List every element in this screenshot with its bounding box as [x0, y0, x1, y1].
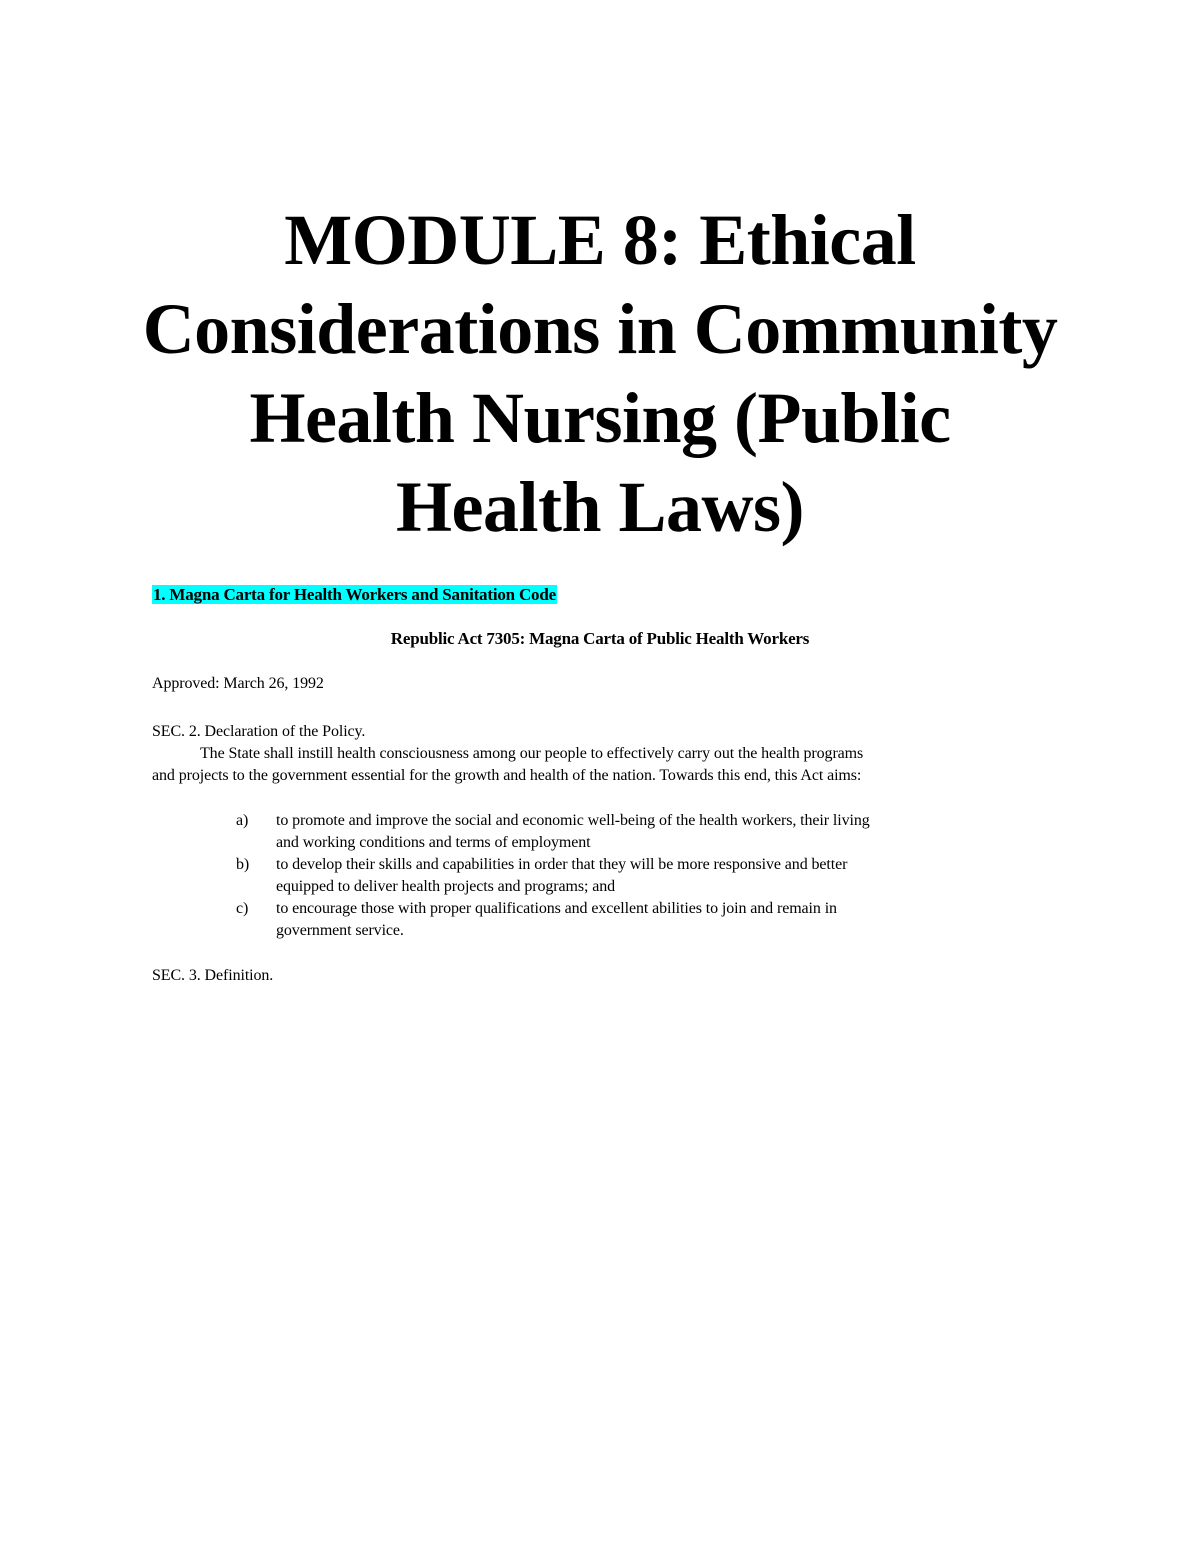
list-item-line: and working conditions and terms of employment: [276, 834, 591, 851]
list-item: [236, 898, 1036, 942]
title-line: MODULE 8: Ethical: [284, 200, 916, 280]
sec3-heading: SEC. 3. Definition.: [152, 967, 274, 984]
policy-paragraph: [152, 743, 1052, 787]
act-title: Republic Act 7305: Magna Carta of Public Health Workers: [390, 629, 810, 648]
list-item: [236, 854, 1036, 898]
page-title: [100, 196, 1100, 552]
list-item-line: to develop their skills and capabilities in order that they will be more responsive and better: [276, 856, 848, 873]
list-item-line: government service.: [276, 922, 404, 939]
list-item: [236, 810, 1036, 854]
policy-line: and projects to the government essential for the growth and health of the nation. Towards this end, this Act aims:: [152, 767, 862, 784]
title-line: Considerations in Community: [142, 289, 1058, 369]
list-item-line: to promote and improve the social and economic well-being of the health workers, their living: [276, 812, 870, 829]
list-item-letter: a): [236, 812, 249, 829]
approved-date: Approved: March 26, 1992: [152, 675, 324, 692]
title-line: Health Laws): [396, 467, 804, 547]
highlighted-section-heading: 1. Magna Carta for Health Workers and Sanitation Code: [153, 585, 556, 604]
title-line: Health Nursing (Public: [249, 378, 951, 458]
list-item-line: to encourage those with proper qualifications and excellent abilities to join and remain in: [276, 900, 837, 917]
aims-list: [236, 810, 1036, 942]
list-item-line: equipped to deliver health projects and programs; and: [276, 878, 616, 895]
sec2-heading: SEC. 2. Declaration of the Policy.: [152, 723, 366, 740]
section-heading: [152, 584, 557, 606]
list-item-letter: b): [236, 856, 250, 873]
policy-line: The State shall instill health consciousness among our people to effectively carry out the health programs: [200, 745, 864, 762]
list-item-letter: c): [236, 900, 249, 917]
